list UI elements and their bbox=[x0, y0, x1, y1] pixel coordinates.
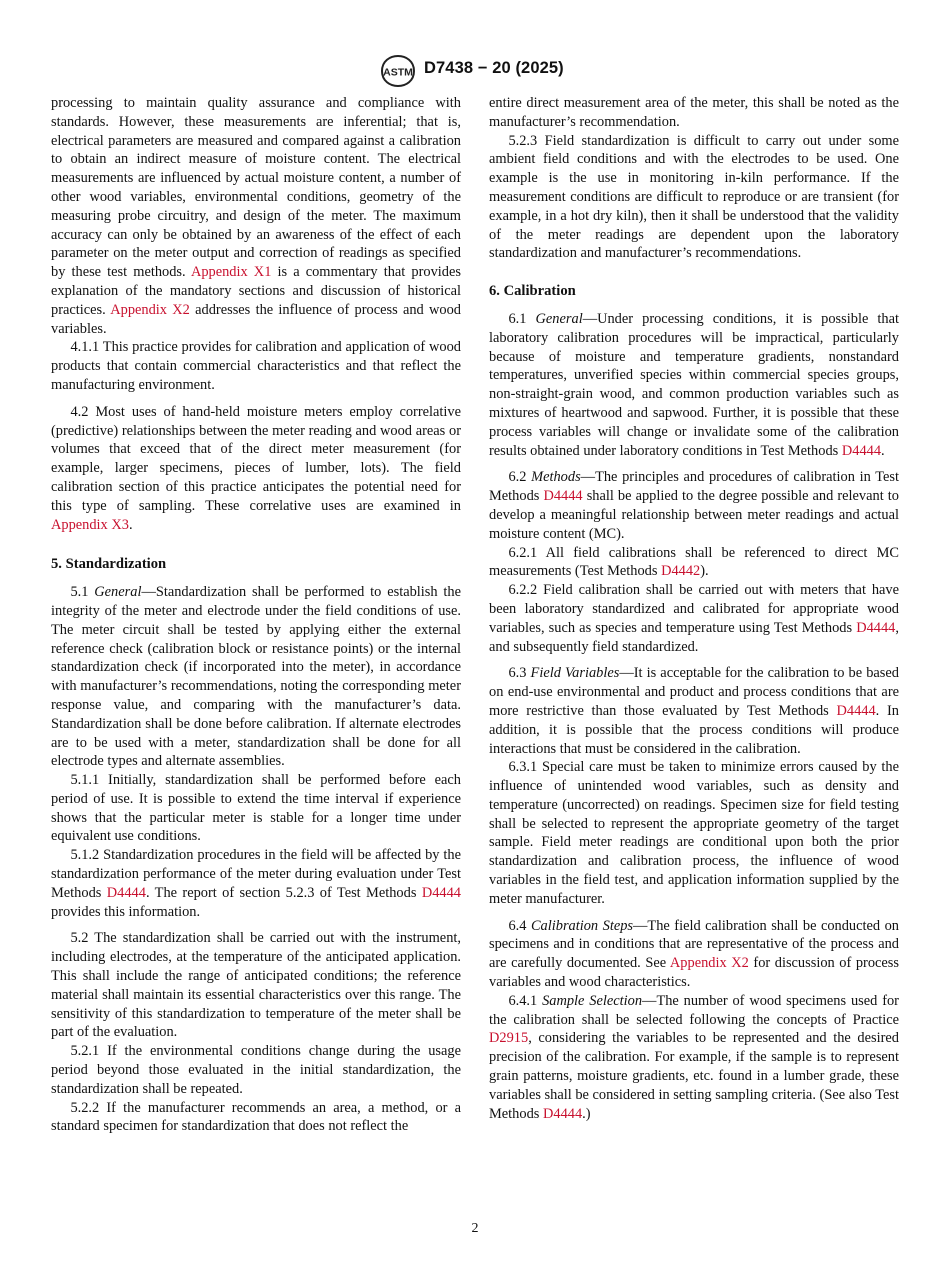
astm-logo-icon bbox=[378, 54, 418, 88]
paragraph-5-2-3: 5.2.3 Field standardization is difficult to carry out under some ambient field conditions and with the electrodes to be used. One example is the use in monitoring in-kiln performance. If the measurement conditions are difficult to reproduce or are transient (for example, in a hot dry kiln), then it shall be understood that the validity of the meter readings are dependent upon the laboratory standardization and manufacturer’s recommendations. bbox=[489, 132, 899, 262]
document-designation: D7438 − 20 (2025) bbox=[424, 59, 564, 77]
page-number: 2 bbox=[471, 1221, 479, 1236]
paragraph-5-2-1: 5.2.1 If the environmental conditions change during the usage period beyond those evaluated in the initial standardization, the standardization shall be repeated. bbox=[51, 1043, 461, 1097]
paragraph-5-2-2-continued: entire direct measurement area of the meter, this shall be noted as the manufacturer’s recommendation. bbox=[489, 95, 899, 130]
section-5-heading: 5. Standardization bbox=[51, 556, 167, 573]
paragraph-4-2: 4.2 Most uses of hand-held moisture meters employ correlative (predictive) relationships between the meter reading and wood areas or volumes that exceed that of the direct meter measurement (for example, larger specimens, pieces of lumber, lots). The field calibration section of this practice anticipates the potential need for this type of sampling. These correlative uses are examined in Appendix X3. bbox=[51, 403, 461, 533]
paragraph-6-2-1: 6.2.1 All field calibrations shall be referenced to direct MC measurements (Test Methods D4442). bbox=[489, 544, 899, 580]
paragraph-6-4: 6.4 Calibration Steps—The field calibration shall be conducted on specimens and in conditions that are representative of the process and are carefully documented. See Appendix X2 for discussion of process variables and wood characteristics. bbox=[489, 917, 900, 991]
link-d2915[interactable]: D2915 bbox=[489, 1030, 529, 1047]
link-d4444[interactable]: D4444 bbox=[836, 702, 876, 719]
link-appendix-x1[interactable]: Appendix X1 bbox=[190, 264, 272, 281]
link-d4444[interactable]: D4444 bbox=[543, 488, 583, 505]
paragraph-5-1-1: 5.1.1 Initially, standardization shall be performed before each period of use. It is possible to extend the time interval if experience shows that the particular meter is stable for a longer time under equivalent use conditions. bbox=[51, 772, 461, 845]
link-d4444[interactable]: D4444 bbox=[542, 1105, 583, 1122]
paragraph-4-1-1: 4.1.1 This practice provides for calibration and application of wood products that contain commercial characteristics and that reflect the manufacturing environment. bbox=[51, 339, 461, 393]
link-d4444[interactable]: D4444 bbox=[421, 884, 462, 901]
section-6-heading: 6. Calibration bbox=[489, 283, 576, 300]
paragraph-5-2-2: 5.2.2 If the manufacturer recommends an area, a method, or a standard specimen for standardization that does not reflect the bbox=[51, 1099, 461, 1135]
paragraph-5-2: 5.2 The standardization shall be carried out with the instrument, including electrodes, at the temperature of the anticipated application. This shall include the range of anticipated conditions; the reference material shall maintain its essential characteristics over this range. The sensitivity of this standardization to temperature of the meter shall be part of the evaluation. bbox=[51, 930, 461, 1041]
link-appendix-x2[interactable]: Appendix X2 bbox=[110, 301, 190, 318]
paragraph-6-1: 6.1 General—Under processing conditions, it is possible that laboratory calibration procedures will be impractical, particularly because of moisture and temperature gradients, nonstandard temperatures, unverified species within commercial species groups, non-straight-grain wood, and common production variables such as mixtures of heartwood and sapwood. Further, it is possible that these process variables will change or invalidate some of the calibration results obtained under laboratory conditions in Test Methods D4444. bbox=[489, 310, 899, 459]
paragraph-5-1: 5.1 General—Standardization shall be performed to establish the integrity of the meter and electrode under the field conditions of use. The meter circuit shall be tested by applying either the external reference check (calibration block or resistance points) or the internal standardization check (if incorporated into the meter), in accordance with manufacturer’s recommendations, noting the corresponding meter response value, and comparing with the manufacturer’s data. Standardization shall be done before calibration. If alternate electrodes are to be used with a meter, standardization shall be done for all electrode types and alternate assemblies. bbox=[51, 584, 461, 770]
paragraph-6-3-1: 6.3.1 Special care must be taken to minimize errors caused by the influence of unintended wood variables, such as density and temperature (uncorrected) on readings. Specimen size for field testing shall be selected to represent the appropriate geometry of the target sample. Field meter readings are conditional upon both the prior standardization and calibration process, the influence of wood variables in the field test, and application information supplied by the meter manufacturer. bbox=[489, 759, 899, 907]
logo-text: ASTM bbox=[383, 66, 413, 79]
page-header bbox=[0, 54, 950, 88]
paragraph-6-4-1: 6.4.1 Sample Selection—The number of wood specimens used for the calibration shall be selected following the concepts of Practice D2915, considering the variables to be represented and the desired precision of the calibration. For example, if the sample is to represent grain patterns, moisture gradients, etc. found in a lumber grade, these variables shall be considered in setting sampling criteria. (See also Test Methods D4444.) bbox=[489, 992, 899, 1122]
paragraph-6-2-2: 6.2.2 Field calibration shall be carried out with meters that have been laboratory standardized and calibrated for appropriate wood variables, such as species and temperature using Test Methods D4444, and subsequently field standardized. bbox=[489, 582, 899, 655]
link-d4442[interactable]: D4442 bbox=[661, 563, 701, 580]
link-d4444[interactable]: D4444 bbox=[841, 442, 882, 459]
paragraph-6-3: 6.3 Field Variables—It is acceptable for the calibration to be based on end-use environmental and product and process conditions that are more restrictive than those evaluated by Test Methods D4444. In addition, it is possible that the process conditions will produce interactions that must be considered in the calibration. bbox=[489, 665, 899, 757]
paragraph-5-1-2: 5.1.2 Standardization procedures in the field will be affected by the standardization performance of the meter during evaluation under Test Methods D4444. The report of section 5.2.3 of Test Methods D4444 provides this information. bbox=[51, 847, 462, 920]
paragraph-4-1-continued: processing to maintain quality assurance and compliance with standards. However, these measurements are inferential; that is, electrical parameters are measured and compared against a calibration to obtain an indirect measure of moisture content. The electrical measurements are influenced by actual moisture content, a number of other wood variables, environmental conditions, geometry of the measuring probe circuitry, and design of the meter. The maximum accuracy can only be obtained by an awareness of the effect of each parameter on the meter output and correction of readings as specified by these test methods. Appendix X1 is a commentary that provides explanation of the mandatory sections and discussion of historical practices. Appendix X2 addresses the influence of process and wood variables. bbox=[51, 95, 461, 337]
paragraph-6-2: 6.2 Methods—The principles and procedures of calibration in Test Methods D4444 shall be applied to the degree possible and relevant to develop a meaningful relationship between meter readings and actual moisture content (MC). bbox=[489, 469, 899, 542]
link-d4444[interactable]: D4444 bbox=[106, 884, 146, 901]
link-d4444[interactable]: D4444 bbox=[856, 619, 896, 636]
right-column bbox=[489, 94, 899, 1123]
link-appendix-x3[interactable]: Appendix X3 bbox=[51, 516, 129, 533]
left-column bbox=[51, 94, 461, 1136]
link-appendix-x2[interactable]: Appendix X2 bbox=[669, 955, 749, 972]
